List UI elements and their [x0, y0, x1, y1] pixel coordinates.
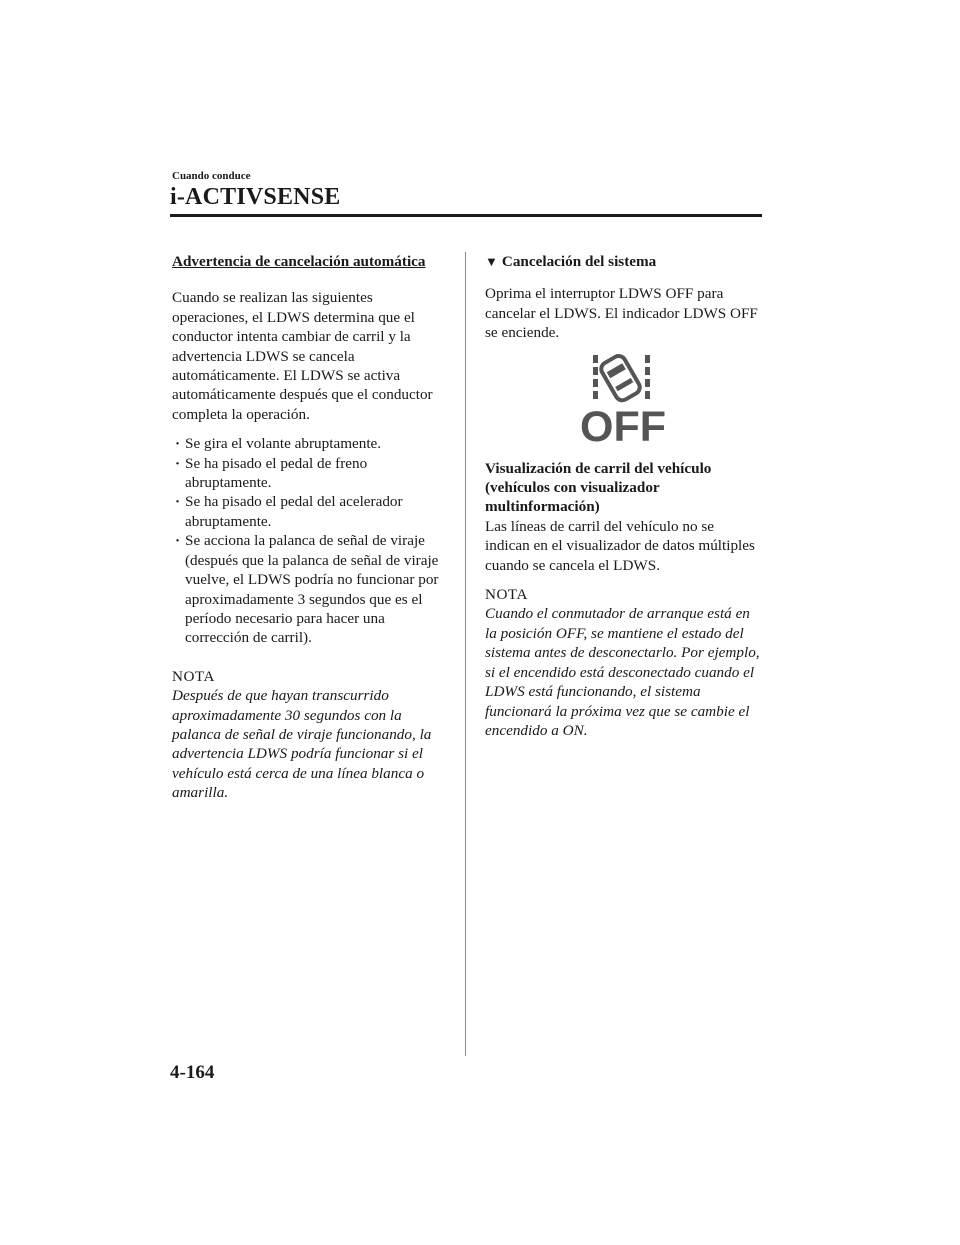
note-label: NOTA — [172, 667, 215, 685]
auto-cancel-heading: Advertencia de cancelación automática — [172, 253, 426, 270]
ldws-off-indicator — [485, 353, 761, 445]
bullet-dot: · — [175, 454, 181, 472]
auto-cancel-intro: Cuando se realizan las siguientes operaciones, el LDWS determina que el conductor intenta cambiar de carril y la advertencia LDWS se cancela automáticamente. El LDWS se activa automáticamente después que el conductor completa la operación. — [172, 289, 433, 423]
lane-display-text: Las líneas de carril del vehículo no se indican en el visualizador de datos múltiples cuando se cancela el LDWS. — [485, 517, 755, 574]
lane-display-heading: Visualización de carril del vehículo (vehículos con visualizador multinformación) — [485, 459, 712, 516]
note-text: Después de que hayan transcurrido aproximadamente 30 segundos con la palanca de señal de viraje funcionando, la advertencia LDWS podría funcionar si el vehículo está cerca de una línea blanca o amarilla. — [172, 687, 432, 802]
chapter-title: i-ACTIVSENSE — [170, 184, 341, 210]
bullet-dot: · — [175, 493, 181, 511]
system-cancel-intro: Oprima el interruptor LDWS OFF para cancelar el LDWS. El indicador LDWS OFF se enciende. — [485, 285, 758, 342]
page-number: 4-164 — [170, 1062, 215, 1083]
system-cancel-heading: ▼ Cancelación del sistema — [485, 253, 657, 270]
list-item: · Se gira el volante abruptamente. — [175, 435, 382, 453]
auto-cancel-list — [172, 434, 448, 647]
bullet-dot: · — [175, 435, 181, 453]
triangle-down-icon: ▼ — [485, 254, 498, 269]
column-divider — [465, 252, 466, 1056]
list-item: · Se ha pisado el pedal de freno abruptamente. — [175, 454, 368, 492]
note-text: Cuando el conmutador de arranque está en la posición OFF, se mantiene el estado del sistema antes de desconectarlo. Por ejemplo, si el encendido está desconectado cuando el LDWS está funcionando, el sistema funcionará la próxima vez que se cambie el encendido a ON. — [485, 605, 760, 739]
ldws-off-indicator-icon — [573, 353, 673, 445]
right-column — [485, 252, 761, 740]
left-column — [172, 252, 448, 803]
note-label: NOTA — [485, 586, 528, 604]
indicator-off-text: OFF — [580, 402, 666, 445]
header-rule — [170, 214, 762, 217]
bullet-dot: · — [175, 532, 181, 550]
list-item: · Se ha pisado el pedal del acelerador abruptamente. — [175, 493, 403, 530]
list-item: · Se acciona la palanca de señal de viraje (después que la palanca de señal de viraje vuelve, el LDWS podría no funcionar por aproximadamente 3 segundos que es el período necesario para hacer una corrección de carril). — [175, 532, 439, 647]
section-label: Cuando conduce — [172, 170, 251, 182]
